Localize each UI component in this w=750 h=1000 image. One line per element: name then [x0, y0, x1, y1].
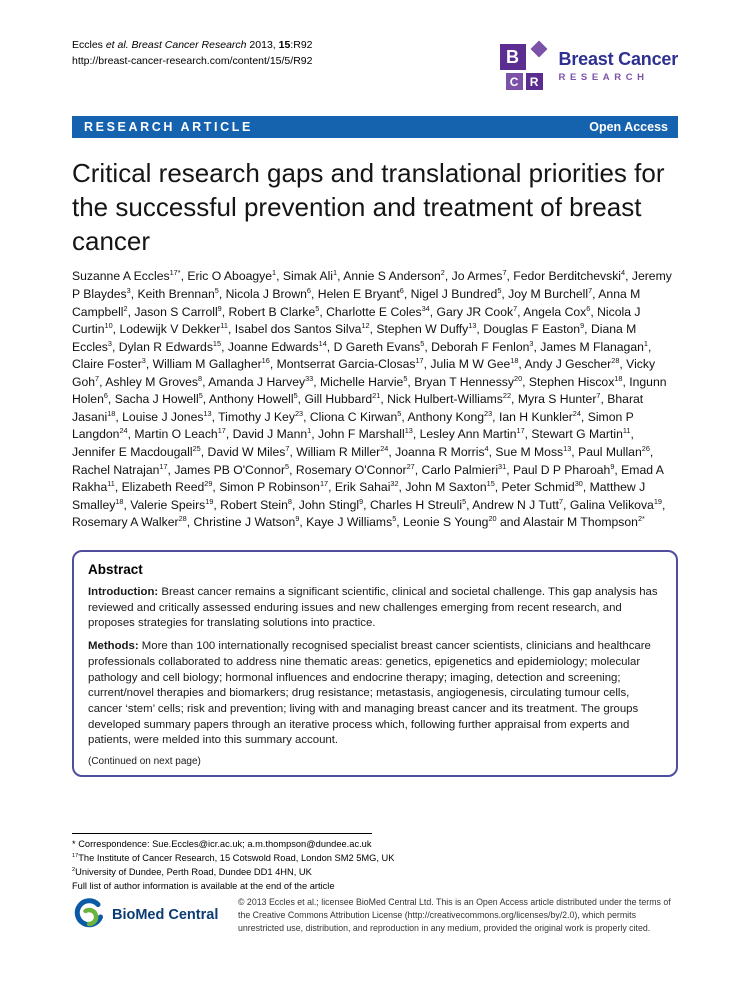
author-name: Elizabeth Reed$^{29}$ [121, 479, 213, 495]
abstract-continued-note: (Continued on next page) [88, 756, 201, 768]
author-name: Joy M Burchell$^7$ [508, 285, 593, 301]
author-name: Claire Foster$^3$ [72, 356, 146, 372]
author-name: John Stingl$^9$ [298, 496, 364, 512]
header [72, 38, 678, 92]
author-name: Valerie Speirs$^{19}$ [130, 496, 214, 512]
author-name: Annie S Anderson$^2$ [343, 268, 445, 284]
journal-subtitle: RESEARCH [558, 72, 649, 83]
author-name: Simak Ali$^1$ [282, 268, 338, 284]
author-name: Leonie S Young$^{20}$ [403, 514, 497, 530]
author-name: Jeremy P Blaydes$^3$ [72, 269, 672, 301]
author-name: Jason S Carroll$^9$ [134, 303, 222, 319]
author-name: Vicky Goh$^7$ [72, 357, 656, 389]
biomed-central-logo-icon [72, 898, 106, 932]
author-name: James PB O'Connor$^5$ [174, 461, 290, 477]
author-name: Anthony Howell$^5$ [208, 391, 298, 407]
author-name: Douglas F Easton$^9$ [483, 321, 585, 337]
author-name: Amanda J Harvey$^{33}$ [208, 373, 314, 389]
author-name: Paul D P Pharoah$^9$ [512, 461, 615, 477]
author-name: Charles H Streuli$^5$ [369, 496, 467, 512]
author-name: Martin O Leach$^{17}$ [134, 426, 226, 442]
author-name: Gill Hubbard$^{21}$ [304, 391, 381, 407]
author-name: Matthew J Smalley$^{18}$ [72, 480, 646, 512]
author-name: Paul Mullan$^{26}$ [578, 443, 650, 460]
author-name: James M Flanagan$^1$ [540, 338, 648, 354]
journal-logo [500, 40, 678, 92]
author-info-note: Full list of author information is available at the end of the article [72, 880, 335, 891]
author-name: Suzanne A Eccles$^{17*}$ [72, 268, 181, 284]
author-name: Andrew N J Tutt$^7$ [472, 496, 564, 512]
author-name: Robert B Clarke$^5$ [228, 303, 320, 319]
author-name: William R Miller$^{24}$ [296, 443, 389, 460]
abstract-box [72, 550, 678, 777]
author-name: Emad A Rakha$^{11}$ [72, 462, 664, 495]
author-name: Joanna R Morris$^4$ [395, 443, 489, 460]
author-list: Suzanne A Eccles$^{17*}$, Eric O Aboagye$^1$, Simak Ali$^1$, Annie S Anderson$^2$, Jo Armes$^7$, Fedor Berditchevski$^4$, Jeremy P Blaydes$^3$, Keith Brennan$^5$, Nicola J Brown$^6$, Helen E Bryant$^6$, Nigel J Bundred$^5$, Joy M Burchell$^7$, Anna M Campbell$^2$, Jason S Carroll$^9$, Robert B Clarke$^5$, Charlotte E Coles$^{34}$, Gary JR Cook$^7$, Angela Cox$^6$, Nicola J Curtin$^{10}$, Lodewijk V Dekker$^{11}$, Isabel dos Santos Silva$^{12}$, Stephen W Duffy$^{13}$, Douglas F Easton$^9$, Diana M Eccles$^3$, Dylan R Edwards$^{15}$, Joanne Edwards$^{14}$, D Gareth Evans$^5$, Deborah F Fenlon$^3$, James M Flanagan$^1$, Claire Foster$^3$, William M Gallagher$^{16}$, Montserrat Garcia-Closas$^{17}$, Julia M W Gee$^{18}$, Andy J Gescher$^{28}$, Vicky Goh$^7$, Ashley M Groves$^8$, Amanda J Harvey$^{33}$, Michelle Harvie$^5$, Bryan T Hennessy$^{20}$, Stephen Hiscox$^{18}$, Ingunn Holen$^6$, Sacha J Howell$^5$, Anthony Howell$^5$, Gill Hubbard$^{21}$, Nick Hulbert-Williams$^{22}$, Myra S Hunter$^7$, Bharat Jasani$^{18}$, Louise J Jones$^{13}$, Timothy J Key$^{23}$, Cliona C Kirwan$^5$, Anthony Kong$^{23}$, Ian H Kunkler$^{24}$, Simon P Langdon$^{24}$, Martin O Leach$^{17}$, David J Mann$^1$, John F Marshall$^{13}$, Lesley Ann Martin$^{17}$, Stewart G Martin$^{11}$, Jennifer E Macdougall$^{25}$, David W Miles$^7$, William R Miller$^{24}$, Joanna R Morris$^4$, Sue M Moss$^{13}$, Paul Mullan$^{26}$, Rachel Natrajan$^{17}$, James PB O'Connor$^5$, Rosemary O'Connor$^{27}$, Carlo Palmieri$^{31}$, Paul D P Pharoah$^9$, Emad A Rakha$^{11}$, Elizabeth Reed$^{29}$, Simon P Robinson$^{17}$, Erik Sahai$^{32}$, John M Saxton$^{15}$, Peter Schmid$^{30}$, Matthew J Smalley$^{18}$, Valerie Speirs$^{19}$, Robert Stein$^8$, John Stingl$^9$, Charles H Streuli$^5$, Andrew N J Tutt$^7$, Galina Velikova$^{19}$, Rosemary A Walker$^{28}$, Christine J Watson$^9$, Kaye J Williams$^5$, Leonie S Young$^{20}$ and Alastair M Thompson$^{2*}$ [72, 268, 672, 530]
author-name: John M Saxton$^{15}$ [405, 479, 495, 495]
author-name: Jo Armes$^7$ [451, 268, 507, 284]
affiliation-line: $^{17}$The Institute of Cancer Research, 15 Cotswold Road, London SM2 5MG, UK [72, 852, 395, 863]
author-name: Stephen Hiscox$^{18}$ [528, 373, 623, 389]
author-name: Diana M Eccles$^3$ [72, 322, 637, 354]
author-name: Simon P Langdon$^{24}$ [72, 409, 634, 442]
author-name: Peter Schmid$^{30}$ [501, 479, 583, 495]
article-title: Critical research gaps and translational priorities for the successful prevention and treatment of breast cancer [72, 158, 665, 256]
author-name: Erik Sahai$^{32}$ [334, 479, 399, 495]
author-name: Sacha J Howell$^5$ [114, 391, 203, 407]
author-name: Lesley Ann Martin$^{17}$ [419, 426, 525, 442]
author-name: Robert Stein$^8$ [220, 496, 292, 512]
author-name: Charlotte E Coles$^{34}$ [326, 303, 430, 319]
author-name: David W Miles$^7$ [207, 443, 290, 460]
bcr-letter-r: R [529, 74, 539, 89]
bcr-letter-b: B [506, 46, 520, 67]
abstract-paragraph: Methods: More than 100 internationally recognised specialist breast cancer scientists, clinicians and healthcare professionals collaborated to address nine thematic areas: genetics, epigenetics and epidemiology; molecular pathology and cell biology; hormonal influences and endocrine therapy; imaging, detection and screening; current/novel therapies and biomarkers; drug resistance; metastasis, angiogenesis, circulating tumour cells, cancer ‘stem’ cells; risk and prevention; living with and managing breast cancer and its treatment. The groups developed summary papers through an iterative process which, following further appraisal from experts and patients, were melded into this summary account. [88, 640, 651, 747]
author-name: Dylan R Edwards$^{15}$ [118, 338, 222, 354]
author-name: William M Gallagher$^{16}$ [152, 356, 270, 372]
author-name: Joanne Edwards$^{14}$ [227, 338, 327, 354]
biomed-central-logo [72, 898, 222, 932]
citation-line: Eccles et al. Breast Cancer Research 2013, 15:R92 [72, 39, 313, 51]
open-access-label: Open Access [589, 120, 668, 134]
copyright-text: © 2013 Eccles et al.; licensee BioMed Central Ltd. This is an Open Access article distributed under the terms of the Creative Commons Attribution License (http://creativecommons.org/licenses/by/2.0), which permits unrestricted use, distribution, and reproduction in any medium, provided the original work is properly cited. [238, 897, 671, 933]
journal-name: Breast Cancer [558, 49, 678, 69]
author-name: Deborah F Fenlon$^3$ [431, 338, 534, 354]
author-name: Rachel Natrajan$^{17}$ [72, 461, 168, 477]
footnotes [72, 833, 678, 894]
author-name: Julia M W Gee$^{18}$ [430, 356, 519, 372]
author-name: Galina Velikova$^{19}$ [569, 496, 662, 512]
footnote-rule [72, 833, 372, 834]
author-name: John F Marshall$^{13}$ [318, 426, 413, 442]
abstract-heading: Abstract [88, 561, 143, 577]
publisher-footer [72, 896, 678, 934]
journal-logo-text [559, 40, 678, 83]
author-name: Anna M Campbell$^2$ [72, 286, 641, 319]
abstract-paragraph: Introduction: Breast cancer remains a significant scientific, clinical and societal challenge. This gap analysis has reviewed and critically assessed enduring issues and new challenges emerging from recent research, and proposes strategies for translating solutions into practice. [88, 585, 658, 630]
author-name: Anthony Kong$^{23}$ [407, 408, 493, 424]
author-name: Keith Brennan$^5$ [137, 285, 219, 301]
author-name: Myra S Hunter$^7$ [517, 391, 601, 407]
diamond-icon [530, 41, 547, 58]
abstract-sections [88, 585, 662, 749]
author-name: Rosemary O'Connor$^{27}$ [295, 461, 415, 477]
author-name: Louise J Jones$^{13}$ [122, 408, 212, 424]
author-name: Kaye J Williams$^5$ [306, 514, 397, 530]
author-name: Helen E Bryant$^6$ [317, 285, 404, 301]
author-name: Sue M Moss$^{13}$ [495, 443, 572, 460]
author-name: Montserrat Garcia-Closas$^{17}$ [276, 356, 424, 372]
author-name: Andy J Gescher$^{28}$ [524, 356, 620, 372]
author-name: D Gareth Evans$^5$ [333, 338, 425, 354]
biomed-central-wordmark: BioMed Central [112, 907, 219, 924]
author-name: Michelle Harvie$^5$ [320, 373, 408, 389]
author-name: Rosemary A Walker$^{28}$ [72, 514, 187, 530]
author-name: Gary JR Cook$^7$ [436, 303, 518, 319]
author-name: Nick Hulbert-Williams$^{22}$ [387, 391, 512, 407]
author-name: Jennifer E Macdougall$^{25}$ [72, 443, 201, 460]
author-name: Simon P Robinson$^{17}$ [219, 479, 329, 495]
article-type-label: RESEARCH ARTICLE [84, 120, 253, 134]
citation-url[interactable]: http://breast-cancer-research.com/content/15/5/R92 [72, 55, 313, 68]
author-name: Stephen W Duffy$^{13}$ [376, 321, 477, 337]
affiliation-list [72, 852, 678, 880]
author-name: Isabel dos Santos Silva$^{12}$ [234, 321, 370, 337]
author-name: Bharat Jasani$^{18}$ [72, 392, 644, 424]
author-name: Stewart G Martin$^{11}$ [531, 426, 631, 442]
bcr-square-c [506, 73, 523, 90]
bcr-letter-c: C [509, 74, 519, 89]
author-name: Cliona C Kirwan$^5$ [309, 408, 402, 424]
author-name: Nicola J Curtin$^{10}$ [72, 304, 641, 337]
bcr-logo-icon [500, 40, 550, 92]
author-name: Fedor Berditchevski$^4$ [513, 268, 626, 284]
author-name: Lodewijk V Dekker$^{11}$ [119, 321, 228, 337]
author-name: Bryan T Hennessy$^{20}$ [414, 373, 523, 389]
author-name: Nigel J Bundred$^5$ [410, 285, 502, 301]
author-name: Ian H Kunkler$^{24}$ [498, 408, 581, 424]
author-name: Carlo Palmieri$^{31}$ [421, 461, 507, 477]
author-name: Ashley M Groves$^8$ [105, 373, 203, 389]
author-name: David J Mann$^1$ [232, 426, 312, 442]
author-name: Angela Cox$^6$ [523, 303, 591, 319]
author-name: Alastair M Thompson$^{2*}$ [523, 514, 645, 530]
affiliation-line: $^2$University of Dundee, Perth Road, Dundee DD1 4HN, UK [72, 866, 312, 877]
article-type-banner [72, 116, 678, 138]
author-name: Nicola J Brown$^6$ [225, 285, 311, 301]
citation-block [72, 38, 313, 67]
author-name: Eric O Aboagye$^1$ [187, 268, 277, 284]
correspondence-line[interactable]: * Correspondence: Sue.Eccles@icr.ac.uk; a.m.thompson@dundee.ac.uk [72, 839, 372, 849]
author-name: Ingunn Holen$^6$ [72, 374, 667, 407]
author-name: Timothy J Key$^{23}$ [218, 408, 304, 424]
author-name: Christine J Watson$^9$ [193, 514, 300, 530]
bcr-square-b [500, 44, 526, 70]
bcr-square-r [526, 73, 543, 90]
